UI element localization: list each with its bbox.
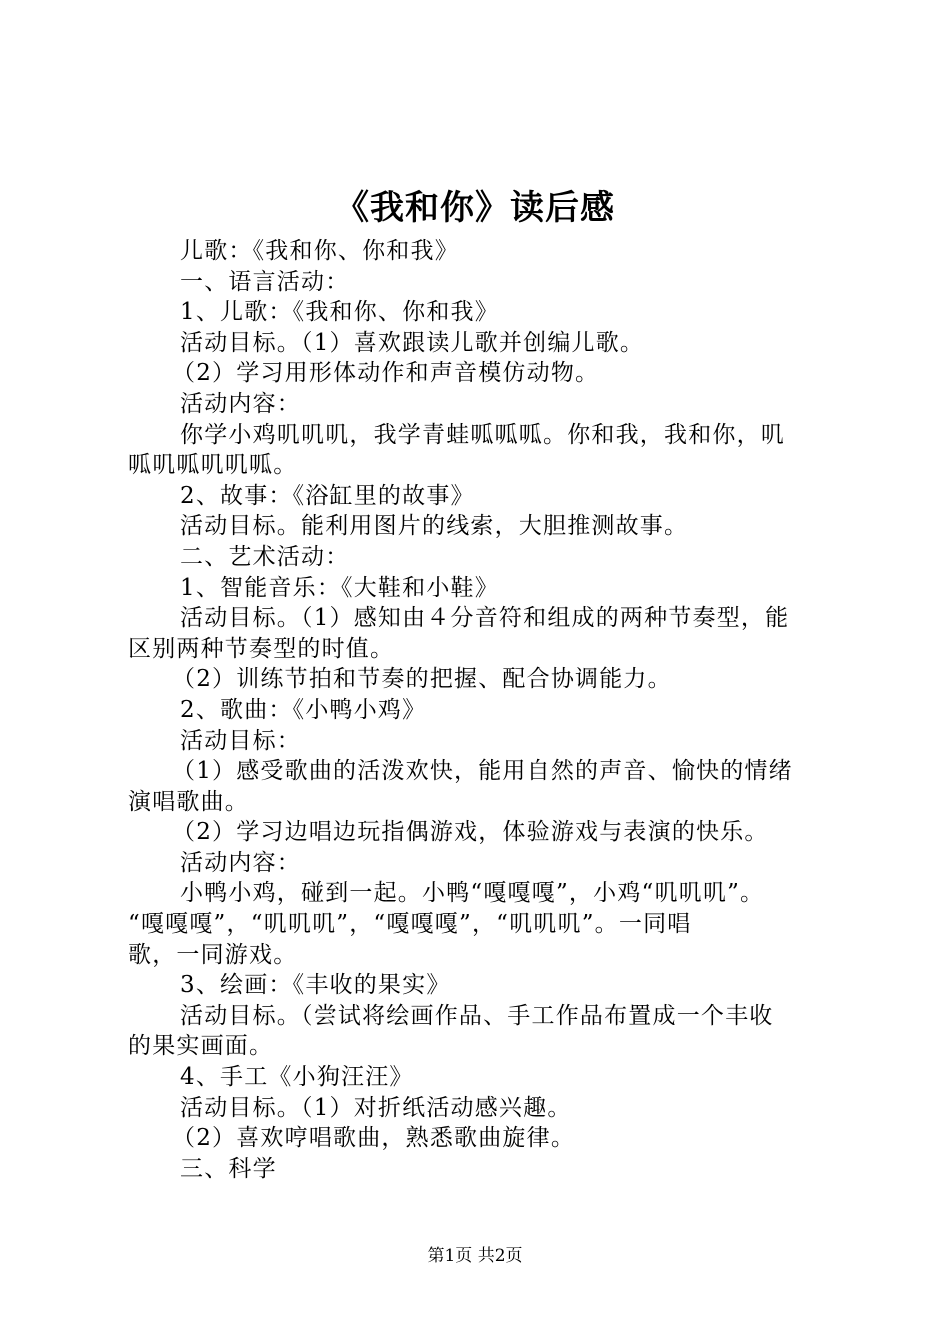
paragraph: 2、故事：《浴缸里的故事》 [180,482,475,509]
paragraph: 活动目标。（尝试将绘画作品、手工作品布置成一个丰收 [180,1002,774,1029]
paragraph: （2）学习边唱边玩指偶游戏，体验游戏与表演的快乐。 [172,819,769,846]
paragraph: 1、儿歌：《我和你、你和我》 [180,299,499,326]
paragraph: 三、科学 [180,1155,277,1182]
paragraph: 4、手工《小狗汪汪》 [180,1064,414,1091]
paragraph: 一、语言活动： [180,268,350,295]
paragraph: 2、歌曲：《小鸭小鸡》 [180,696,427,723]
paragraph: 你学小鸡叽叽叽，我学青蛙呱呱呱。你和我，我和你，叽 [180,421,785,448]
paragraph-continuation: 演唱歌曲。 [128,788,249,815]
paragraph: 活动目标。（1）对折纸活动感兴趣。 [180,1094,572,1121]
paragraph-continuation: 的果实画面。 [128,1033,274,1060]
paragraph: （2）训练节拍和节奏的把握、配合协调能力。 [172,666,672,693]
document-body [128,236,830,1184]
paragraph: 活动目标： [180,727,301,754]
paragraph-continuation: 呱叽呱叽叽呱。 [128,452,298,479]
paragraph: 活动内容： [180,849,301,876]
paragraph: 小鸭小鸡，碰到一起。小鸭“嘎嘎嘎”，小鸡“叽叽叽”。 [180,880,765,907]
document-title: 《我和你》读后感 [335,188,615,228]
page-footer: 第1页 共2页 [427,1246,523,1266]
paragraph: 二、艺术活动： [180,543,350,570]
paragraph: 活动目标。能利用图片的线索，大胆推测故事。 [180,513,689,540]
paragraph: 3、绘画：《丰收的果实》 [180,972,451,999]
paragraph-continuation: 歌，一同游戏。 [128,941,298,968]
paragraph: 活动目标。（1）感知由４分音符和组成的两种节奏型，能 [180,605,790,632]
paragraph: 儿歌：《我和你、你和我》 [180,238,459,264]
paragraph-continuation: “嘎嘎嘎”，“叽叽叽”，“嘎嘎嘎”，“叽叽叽”。一同唱 [128,911,692,938]
paragraph: 活动目标。（1）喜欢跟读儿歌并创编儿歌。 [180,329,645,356]
paragraph: 1、智能音乐：《大鞋和小鞋》 [180,574,499,601]
paragraph: （2）喜欢哼唱歌曲，熟悉歌曲旋律。 [172,1125,576,1152]
paragraph: 活动内容： [180,390,301,417]
paragraph-continuation: 区别两种节奏型的时值。 [128,635,395,662]
paragraph: （2）学习用形体动作和声音模仿动物。 [172,360,600,387]
paragraph: （1）感受歌曲的活泼欢快，能用自然的声音、愉快的情绪 [172,758,793,785]
